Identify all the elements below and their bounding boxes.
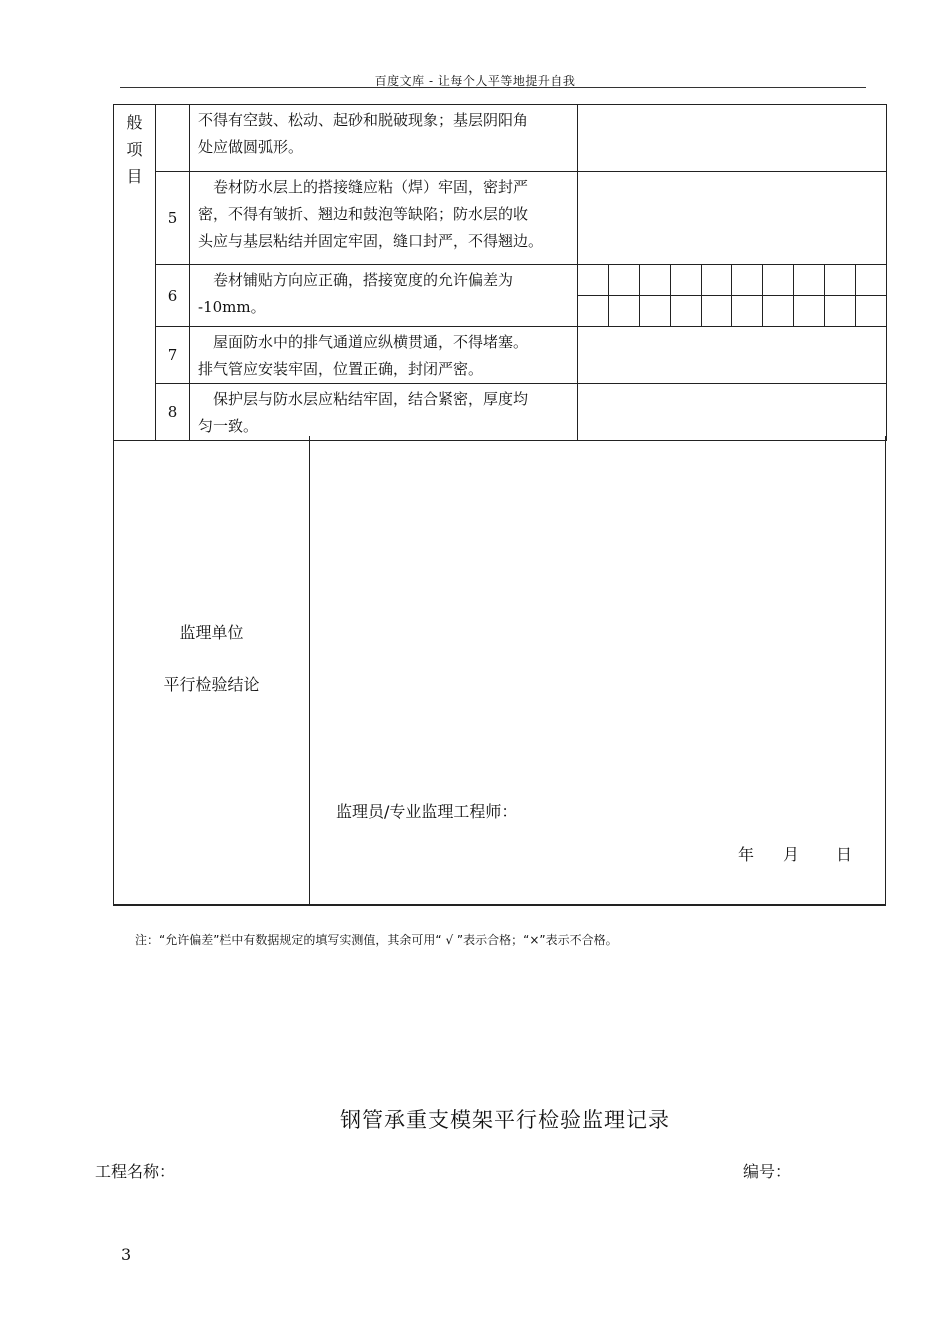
deviation-cell xyxy=(609,296,640,327)
category-char: 项 xyxy=(126,140,143,159)
description-line: 不得有空鼓、松动、起砂和脱破现象；基层阴阳角 xyxy=(198,111,529,129)
deviation-cell xyxy=(670,296,701,327)
description-line: 保护层与防水层应粘结牢固，结合紧密，厚度均 xyxy=(198,390,529,408)
date-year-label: 年 xyxy=(738,845,755,864)
table-row xyxy=(114,384,887,441)
item-description xyxy=(190,172,578,265)
deviation-cell xyxy=(855,265,886,296)
result-cell xyxy=(578,105,887,172)
supervision-unit-label: 监理单位 xyxy=(179,623,244,642)
deviation-cell xyxy=(732,265,763,296)
table-row xyxy=(114,172,887,265)
description-line: 密，不得有皱折、翘边和鼓泡等缺陷；防水层的收 xyxy=(198,205,529,223)
description-line: 卷材防水层上的搭接缝应粘（焊）牢固，密封严 xyxy=(198,178,529,196)
description-line: 头应与基层粘结并固定牢固，缝口封严，不得翘边。 xyxy=(198,232,544,250)
category-cell xyxy=(114,105,156,441)
deviation-cell xyxy=(732,296,763,327)
table-row xyxy=(114,327,887,384)
deviation-cell xyxy=(824,265,855,296)
description-line: -10mm。 xyxy=(198,298,266,316)
project-name-label: 工程名称： xyxy=(95,1162,176,1181)
next-form-title: 钢管承重支模架平行检验监理记录 xyxy=(340,1108,670,1132)
description-line: 处应做圆弧形。 xyxy=(198,138,304,156)
deviation-cell xyxy=(670,265,701,296)
date-day-label: 日 xyxy=(836,845,853,864)
description-line: 匀一致。 xyxy=(198,417,259,435)
table-row xyxy=(114,105,887,172)
deviation-cell xyxy=(794,265,825,296)
item-number xyxy=(156,105,190,172)
item-description xyxy=(190,327,578,384)
conclusion-divider xyxy=(309,436,310,904)
deviation-cell xyxy=(640,296,671,327)
item-description xyxy=(190,384,578,441)
result-cell xyxy=(578,384,887,441)
page-header: 百度文库 - 让每个人平等地提升自我 xyxy=(374,74,576,88)
deviation-grid xyxy=(578,265,886,326)
category-char: 目 xyxy=(126,167,143,186)
deviation-cell xyxy=(640,265,671,296)
item-number: 8 xyxy=(156,384,190,441)
deviation-cell xyxy=(701,296,732,327)
item-description xyxy=(190,265,578,327)
conclusion-label: 平行检验结论 xyxy=(163,675,260,694)
deviation-cell xyxy=(794,296,825,327)
description-line: 卷材铺贴方向应正确，搭接宽度的允许偏差为 xyxy=(198,271,514,289)
item-number: 6 xyxy=(156,265,190,327)
description-line: 屋面防水中的排气通道应纵横贯通，不得堵塞。 xyxy=(198,333,529,351)
deviation-cell xyxy=(578,265,609,296)
item-number: 5 xyxy=(156,172,190,265)
supervision-conclusion-box xyxy=(113,436,886,906)
description-line: 排气管应安装牢固，位置正确，封闭严密。 xyxy=(198,360,484,378)
serial-number-label: 编号： xyxy=(743,1162,792,1181)
deviation-cell xyxy=(578,296,609,327)
header-rule xyxy=(120,87,866,88)
deviation-cell xyxy=(763,296,794,327)
date-month-label: 月 xyxy=(783,845,800,864)
deviation-cell xyxy=(763,265,794,296)
deviation-cell xyxy=(855,296,886,327)
deviation-cell xyxy=(824,296,855,327)
deviation-cell xyxy=(609,265,640,296)
page-number: 3 xyxy=(121,1245,132,1264)
category-char: 般 xyxy=(126,113,143,132)
result-cell xyxy=(578,172,887,265)
table-row xyxy=(114,265,887,327)
item-description xyxy=(190,105,578,172)
deviation-cell xyxy=(701,265,732,296)
inspector-signature-label: 监理员/专业监理工程师： xyxy=(336,802,518,821)
item-number: 7 xyxy=(156,327,190,384)
result-cell xyxy=(578,327,887,384)
inspection-table xyxy=(113,104,887,441)
footnote: 注：“允许偏差”栏中有数据规定的填写实测值，其余可用“ √ ”表示合格；“×”表示不合格。 xyxy=(135,933,618,947)
deviation-grid-cell xyxy=(578,265,887,327)
